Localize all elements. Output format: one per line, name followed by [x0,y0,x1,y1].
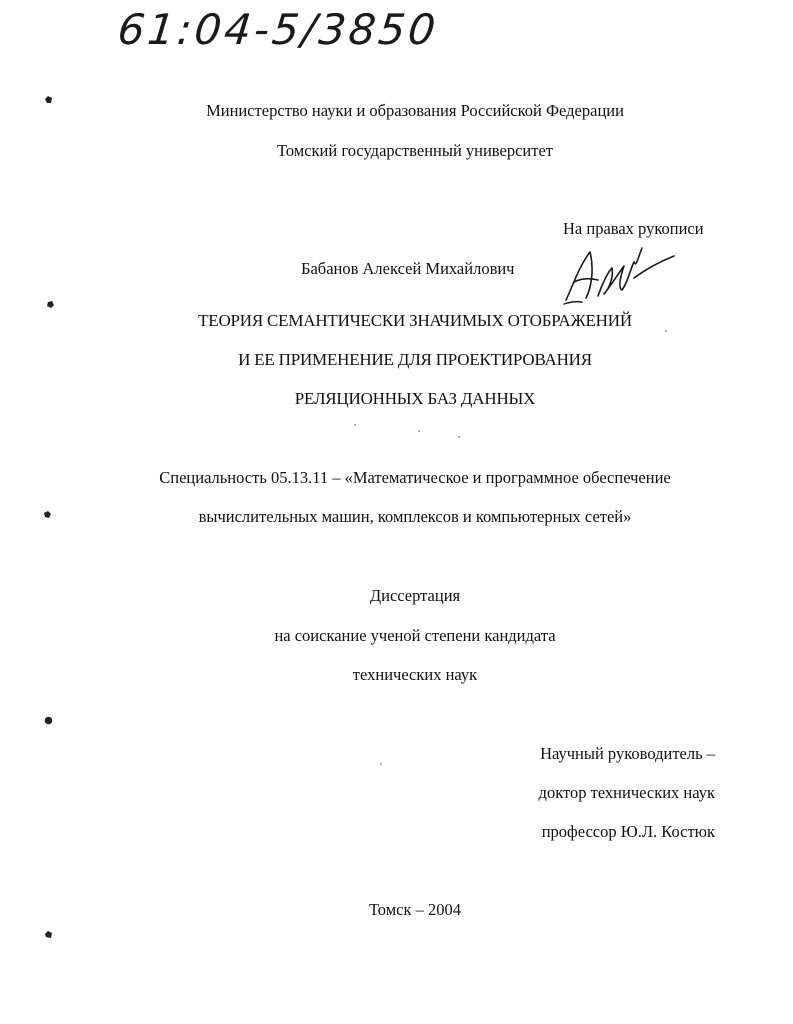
scan-speck [418,430,420,432]
title-line-2: И ЕЕ ПРИМЕНЕНИЕ ДЛЯ ПРОЕКТИРОВАНИЯ [238,350,592,369]
supervisor-line-2: доктор технических наук [538,783,715,802]
degree-line-2: на соискание ученой степени кандидата [274,626,556,645]
supervisor-line-3: профессор Ю.Л. Костюк [541,822,715,841]
specialty-line-1: Специальность 05.13.11 – «Математическое и программное обеспечение [159,468,671,487]
scan-speck [354,424,356,426]
punch-mark-icon [46,300,55,309]
punch-mark-icon [44,930,53,939]
degree-line-1: Диссертация [369,586,461,605]
ministry-line: Министерство науки и образования Российской Федерации [206,101,624,120]
title-line-1: ТЕОРИЯ СЕМАНТИЧЕСКИ ЗНАЧИМЫХ ОТОБРАЖЕНИЙ [198,311,632,330]
author-signature [556,238,676,308]
scan-speck [458,436,460,438]
author-name: Бабанов Алексей Михайлович [301,259,515,278]
specialty-line-2: вычислительных машин, комплексов и компьютерных сетей» [198,507,632,526]
university-line: Томский государственный университет [277,141,553,160]
title-line-3: РЕЛЯЦИОННЫХ БАЗ ДАННЫХ [294,389,536,408]
scan-speck [380,763,382,765]
scan-speck [665,330,667,332]
degree-line-3: технических наук [352,665,478,684]
supervisor-line-1: Научный руководитель – [540,744,715,763]
city-year: Томск – 2004 [368,900,462,919]
punch-mark-icon [44,716,53,725]
rights-notice: На правах рукописи [563,219,704,238]
archive-number: 61:04-5/3850 [115,5,441,54]
